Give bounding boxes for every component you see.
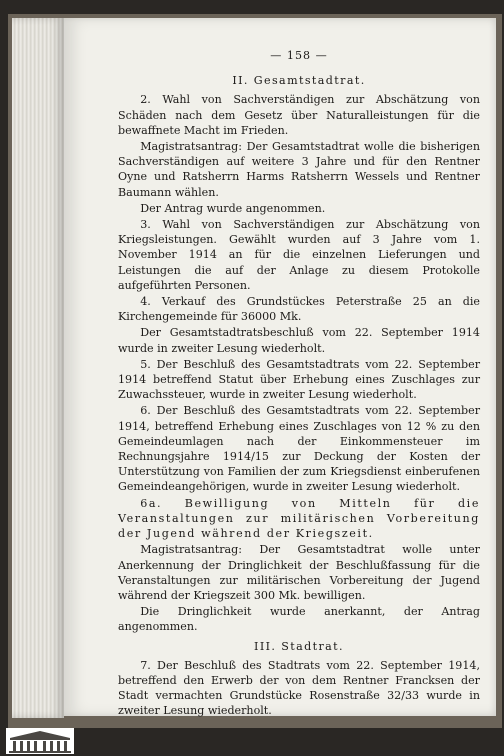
paragraph-magistratsantrag: Magistratsantrag: Der Gesamtstadtrat wolle die bisherigen Sachverständigen auf weitere 3 Jahre und für den Rentner Oyne und Ratsherrn Harms Ratsherrn Wessels und Rentner Baumann wählen. [118,140,480,199]
paragraph-item-6: 6. Der Beschluß des Gesamtstadtrats vom 22. September 1914, betreffend Erhebung eines Zuschlages von 12 % zu den Gemeindeumlagen nach der Einkommensteuer im Rechnungsjahre 1914/15 zur Deckung der Kosten der Unterstützung von Familien der zum Kriegsdienst einberufenen Gemeindeangehörigen, wurde in zweiter Lesung wiederholt. [118,404,480,494]
paragraph-item-7: 7. Der Beschluß des Stadtrats vom 22. September 1914, betreffend den Erwerb der von dem Rentner Francksen der Stadt vermachten Grundstücke Rosenstraße 32/33 wurde in zweiter Lesung wiederholt. [118,658,480,718]
paragraph-item-4: 4. Verkauf des Grundstückes Peterstraße 25 an die Kirchengemeinde für 36000 Mk. [118,295,480,324]
paragraph-item-5: 5. Der Beschluß des Gesamtstadtrats vom 22. September 1914 betreffend Statut über Erhebung eines Zuschlages zur Zuwachssteuer, wurde in zweiter Lesung wiederholt. [118,357,480,402]
footer-bar [0,728,504,756]
paragraph-beschluss-22-september: Der Gesamtstadtratsbeschluß vom 22. September 1914 wurde in zweiter Lesung wiederholt. [118,326,480,355]
page-edges [12,18,64,718]
paragraph-item-3: 3. Wahl von Sachverständigen zur Abschätzung von Kriegsleistungen. Gewählt wurden auf 3 Jahre vom 1. November 1914 an für die einzelnen Lieferungen und Leistungen die auf der Anlage zu diesem Protokolle aufgeführten Personen. [118,218,480,292]
paragraph-item-6a: 6a. Bewilligung von Mitteln für die Veranstaltungen zur militärischen Vorbereitung der Jugend während der Kriegszeit. [118,496,480,541]
page-number: — 158 — [270,49,328,62]
section-heading-gesamtstadtrat: II. Gesamtstadtrat. [232,74,366,88]
page-content [118,48,480,720]
paragraph-item-2: 2. Wahl von Sachverständigen zur Abschätzung von Schäden nach dem Gesetz über Naturalleistungen für die bewaffnete Macht im Frieden. [118,93,480,137]
library-building-icon [6,728,74,754]
paragraph-dringlichkeit: Die Dringlichkeit wurde anerkannt, der Antrag angenommen. [118,605,480,634]
paragraph-antrag-angenommen: Der Antrag wurde angenommen. [140,201,326,215]
paragraph-magistratsantrag-6a: Magistratsantrag: Der Gesamtstadtrat wolle unter Anerkennung der Dringlichkeit der Beschlußfassung für die Veranstaltungen zur militärischen Vorbereitung der Jugend während der Kriegszeit 300 Mk. bewilligen. [118,543,480,602]
section-heading-stadtrat: III. Stadtrat. [254,639,344,653]
